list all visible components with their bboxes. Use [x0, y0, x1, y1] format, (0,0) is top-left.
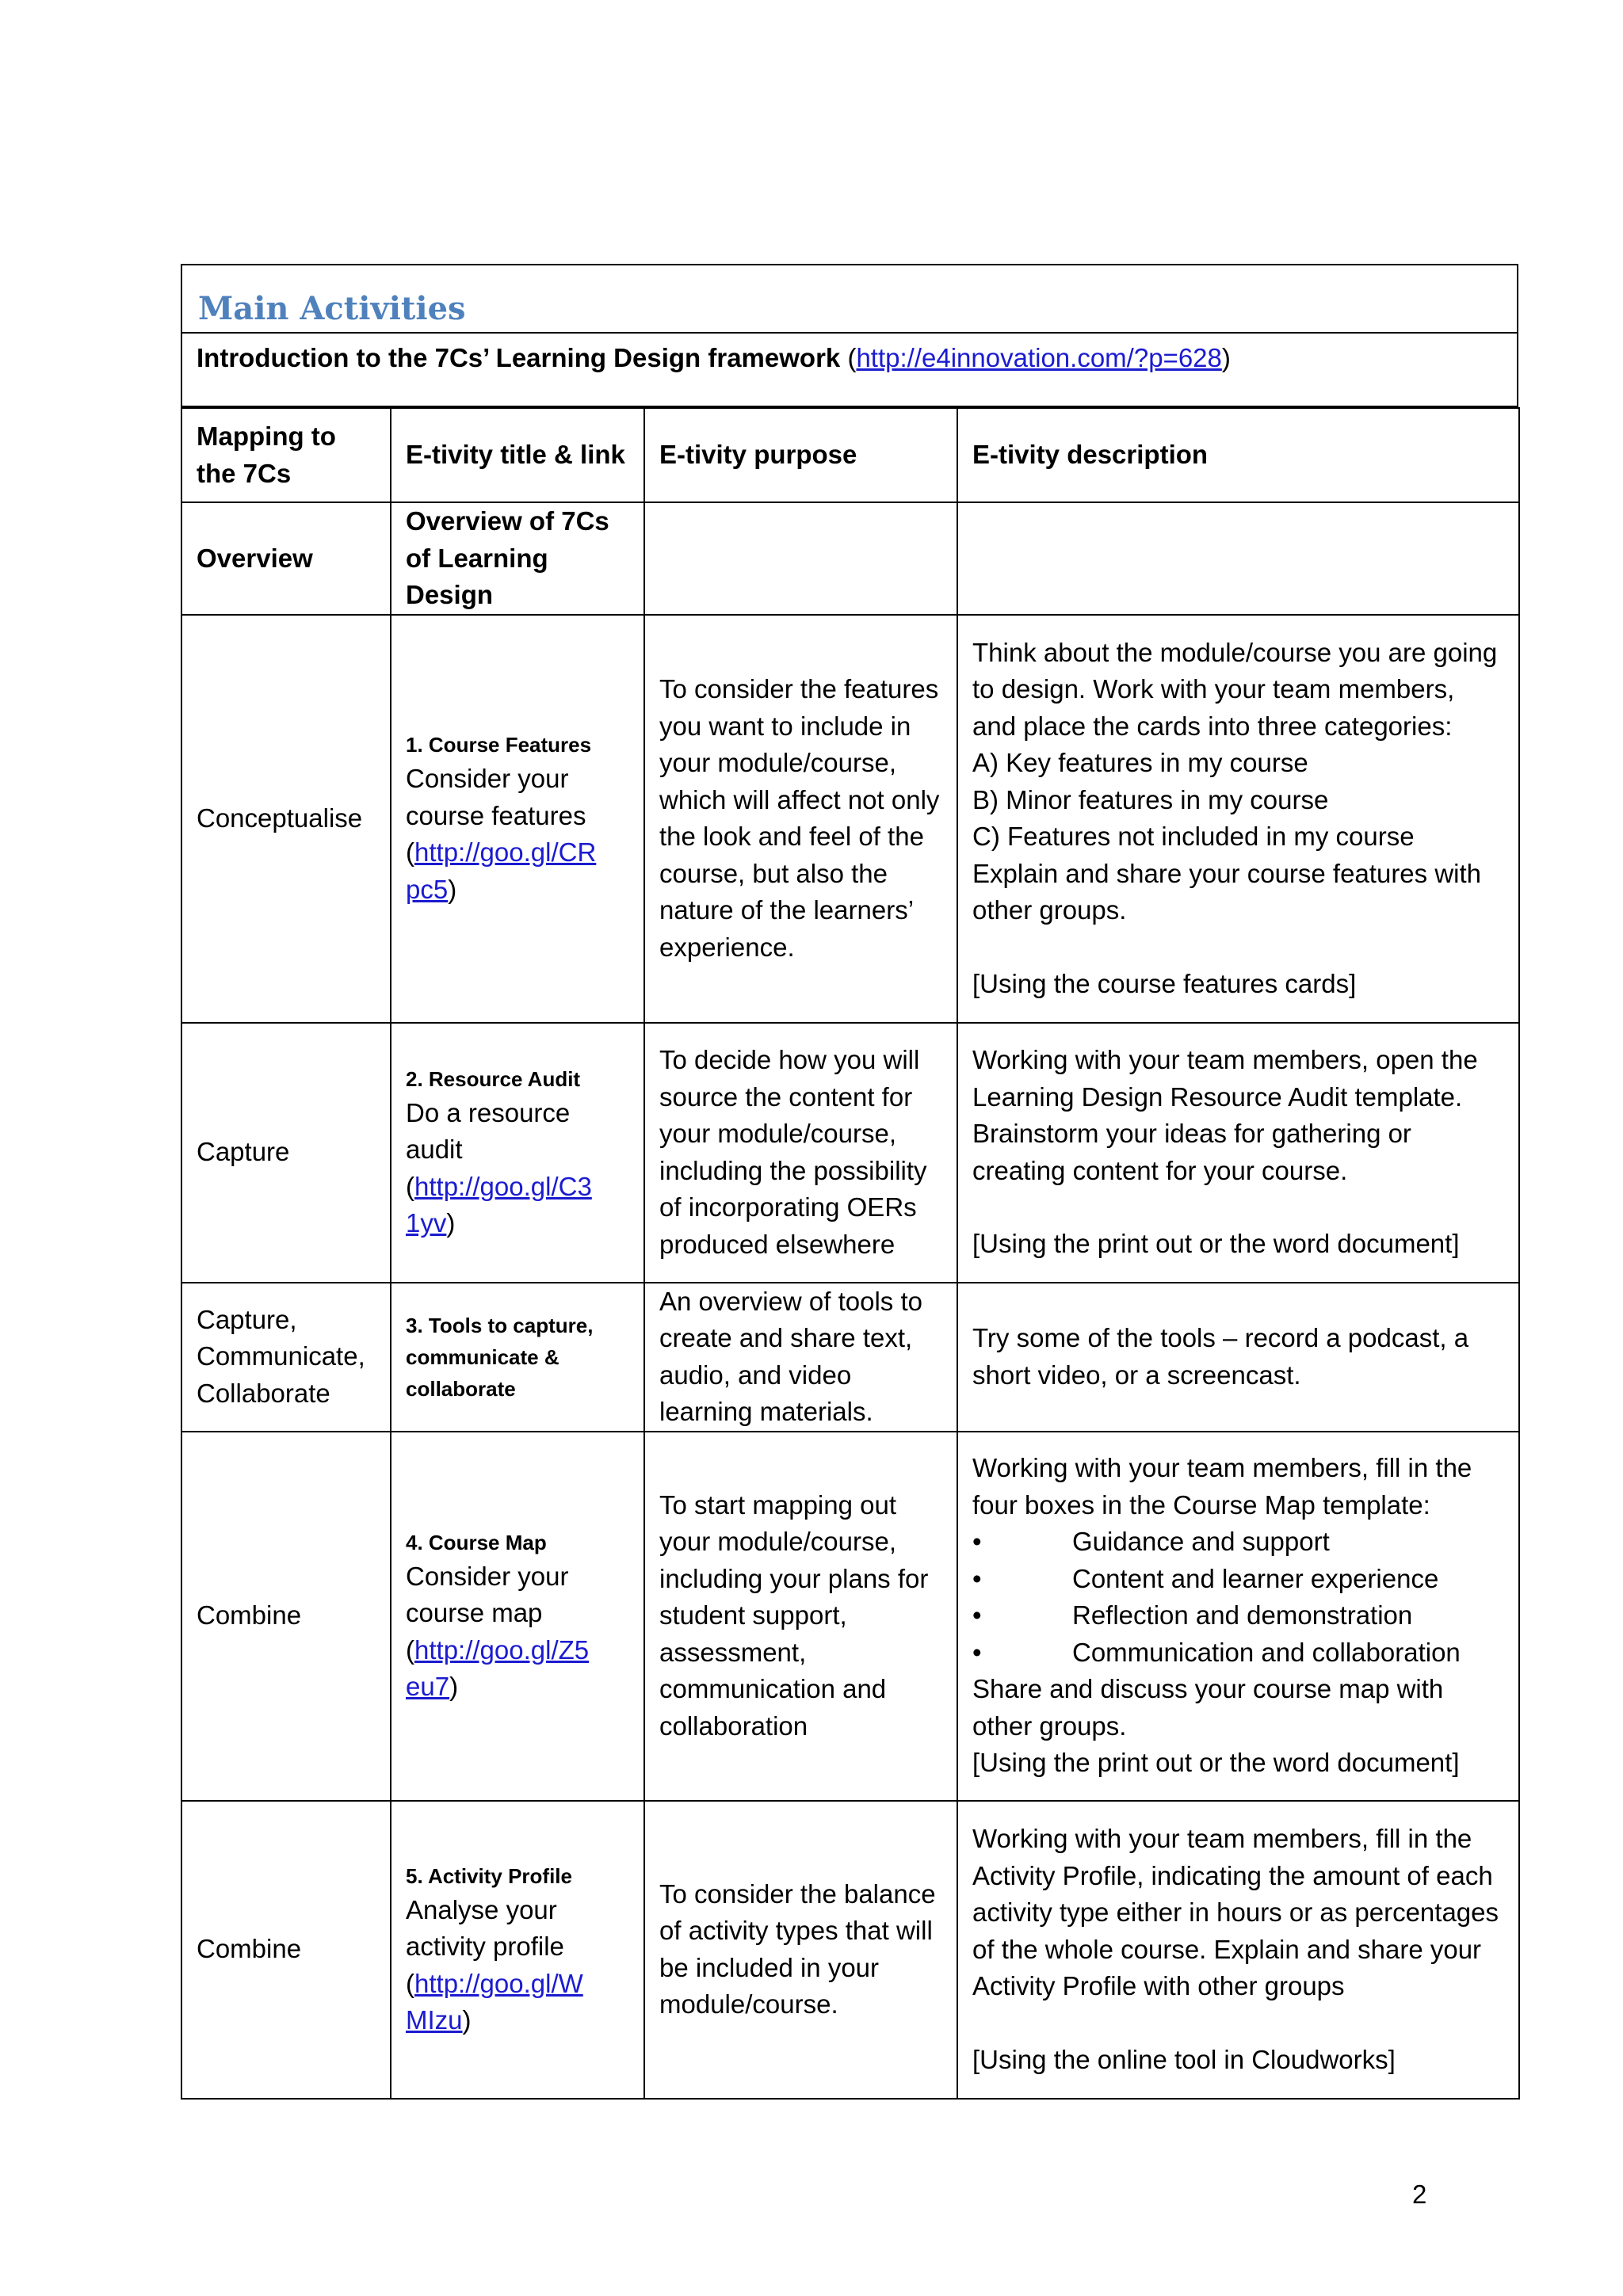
bullet-icon: • — [972, 1527, 982, 1557]
table-row — [181, 1023, 1519, 1283]
bullet-icon: • — [972, 1637, 982, 1667]
etivity-link-part: eu7 — [406, 1672, 450, 1701]
description-note: [Using the online tool in Cloudworks] — [972, 2044, 1396, 2074]
etivity-link[interactable] — [406, 1969, 583, 2035]
etivity-link-part: http://goo.gl/CR — [414, 837, 597, 867]
etivity-text: Consider your course map — [406, 1561, 569, 1627]
description-text: Working with your team members, fill in the Activity Profile, indicating the amount of each activity type either in hours or as percentages of the whole course. Explain and share your Activity Profile with other groups — [972, 1824, 1499, 2000]
etivity-link-part: http://goo.gl/C3 — [414, 1171, 592, 1201]
row-description — [957, 1801, 1519, 2099]
row-description: Try some of the tools – record a podcast, a short video, or a screencast. — [957, 1283, 1519, 1432]
etivity-link-part: http://goo.gl/Z5 — [414, 1634, 590, 1665]
etivity-link[interactable] — [406, 837, 596, 904]
row-description — [957, 502, 1519, 615]
row-mapping: Combine — [181, 1432, 391, 1801]
table-row — [181, 615, 1519, 1023]
etivity-link-part: pc5 — [406, 874, 449, 904]
description-text: Working with your team members, open the Learning Design Resource Audit template. Brainstorm your ideas for gathering or creating content for your course. — [972, 1045, 1478, 1185]
header-purpose: E-tivity purpose — [644, 408, 957, 502]
activities-table — [181, 264, 1518, 2100]
intro-text: Introduction to the 7Cs’ Learning Design framework — [197, 343, 841, 372]
list-item: A) Key features in my course — [972, 748, 1308, 778]
list-item: B) Minor features in my course — [972, 784, 1329, 814]
row-description — [957, 615, 1519, 1023]
row-description — [957, 1023, 1519, 1283]
page-number: 2 — [1412, 2180, 1427, 2209]
row-title: 1. Course Features Consider your course features (http://goo.gl/CR pc5) — [391, 615, 644, 1023]
bullet-text: Reflection and demonstration — [1072, 1600, 1413, 1630]
section-heading-box — [181, 264, 1518, 332]
mapping-line: Communicate, — [197, 1341, 365, 1371]
header-mapping: Mapping to the 7Cs — [181, 408, 391, 502]
bullet-item — [972, 1634, 1504, 1672]
description-text: Working with your team members, fill in the four boxes in the Course Map template: — [972, 1453, 1472, 1520]
description-note: [Using the print out or the word document] — [972, 1229, 1460, 1259]
etivity-link-part: MIzu — [406, 2005, 463, 2035]
etivity-label: 4. Course Map — [406, 1530, 547, 1554]
header-row — [181, 408, 1519, 502]
row-mapping: Conceptualise — [181, 615, 391, 1023]
intro-link[interactable]: http://e4innovation.com/?p=628 — [856, 343, 1222, 372]
row-title: Overview of 7Cs of Learning Design — [391, 502, 644, 615]
row-title: 4. Course Map Consider your course map (http://goo.gl/Z5 eu7) — [391, 1432, 644, 1801]
etivity-link-part: http://goo.gl/W — [414, 1968, 583, 1998]
bullet-item — [972, 1597, 1504, 1634]
table-row — [181, 1432, 1519, 1801]
bullet-text: Guidance and support — [1072, 1527, 1330, 1557]
row-purpose: To decide how you will source the content for your module/course, including the possibility of incorporating OERs produced elsewhere — [644, 1023, 957, 1283]
description-after: Explain and share your course features with other groups. — [972, 858, 1482, 925]
row-purpose — [644, 502, 957, 615]
etivity-label: 3. Tools to capture, communicate & collaborate — [406, 1313, 594, 1401]
list-item: C) Features not included in my course — [972, 822, 1415, 852]
etivity-text: Analyse your activity profile — [406, 1894, 564, 1961]
row-purpose: To consider the balance of activity types that will be included in your module/course. — [644, 1801, 957, 2099]
row-purpose: To start mapping out your module/course, including your plans for student support, assessment, communication and collaboration — [644, 1432, 957, 1801]
row-title — [391, 1283, 644, 1432]
row-mapping: Capture — [181, 1023, 391, 1283]
description-text: Think about the module/course you are going to design. Work with your team members, and place the cards into three categories: — [972, 637, 1498, 741]
etivity-text: Do a resource audit — [406, 1097, 571, 1164]
row-mapping — [181, 1283, 391, 1432]
table-row — [181, 502, 1519, 615]
etivity-link-part: 1yv — [406, 1208, 447, 1238]
bullet-icon: • — [972, 1563, 982, 1593]
header-description: E-tivity description — [957, 408, 1519, 502]
etivity-label: 2. Resource Audit — [406, 1066, 581, 1091]
etivity-label: 1. Course Features — [406, 733, 592, 757]
bullet-item — [972, 1561, 1504, 1598]
row-mapping: Overview — [181, 502, 391, 615]
intro-paren-close: ) — [1221, 343, 1231, 372]
intro-line — [197, 340, 1231, 376]
intro-box — [181, 332, 1518, 407]
row-mapping: Combine — [181, 1801, 391, 2099]
table-row — [181, 1801, 1519, 2099]
activities-grid — [181, 407, 1520, 2100]
intro-paren-open: ( — [847, 343, 857, 372]
row-title: 5. Activity Profile Analyse your activity profile (http://goo.gl/W MIzu) — [391, 1801, 644, 2099]
mapping-line: Collaborate — [197, 1378, 330, 1408]
header-title: E-tivity title & link — [391, 408, 644, 502]
description-note: [Using the course features cards] — [972, 968, 1357, 998]
table-row — [181, 1283, 1519, 1432]
etivity-link[interactable] — [406, 1172, 592, 1238]
row-title: 2. Resource Audit Do a resource audit (http://goo.gl/C3 1yv) — [391, 1023, 644, 1283]
bullet-text: Communication and collaboration — [1072, 1637, 1461, 1667]
etivity-text: Consider your course features — [406, 764, 586, 830]
bullet-item — [972, 1524, 1504, 1561]
section-title: Main Activities — [198, 290, 466, 327]
description-note: [Using the print out or the word document] — [972, 1748, 1460, 1778]
etivity-link[interactable] — [406, 1635, 589, 1702]
bullet-icon: • — [972, 1600, 982, 1630]
bullet-text: Content and learner experience — [1072, 1563, 1439, 1593]
mapping-line: Capture, — [197, 1304, 297, 1334]
etivity-label: 5. Activity Profile — [406, 1863, 572, 1888]
row-description — [957, 1432, 1519, 1801]
description-after: Share and discuss your course map with other groups. — [972, 1674, 1444, 1741]
row-purpose: An overview of tools to create and share text, audio, and video learning materials. — [644, 1283, 957, 1432]
row-purpose: To consider the features you want to include in your module/course, which will affect not only the look and feel of the course, but also the nature of the learners’ experience. — [644, 615, 957, 1023]
